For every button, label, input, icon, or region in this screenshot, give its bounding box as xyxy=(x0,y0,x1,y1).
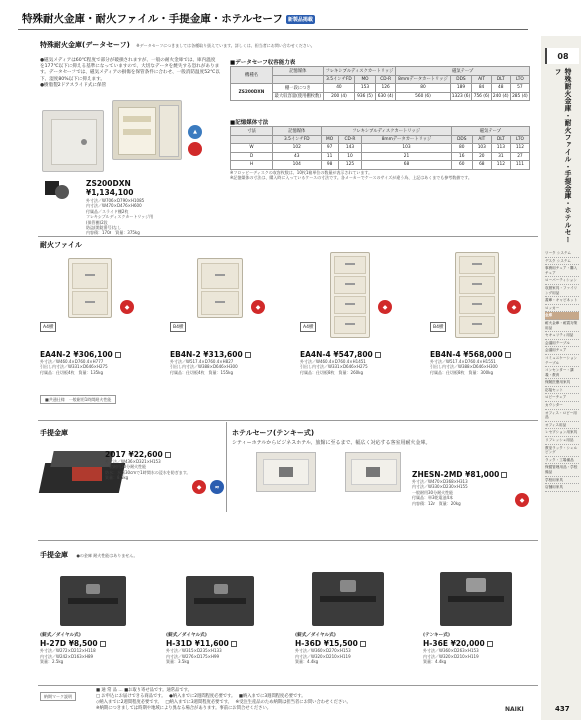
sidebar-item[interactable]: ワーク システム xyxy=(545,250,579,258)
dim-th-media: 記憶媒体 xyxy=(273,127,322,136)
capacity-th: CD-R xyxy=(375,75,396,84)
capacity-cell: 48 xyxy=(491,84,510,93)
dimension-note: ※フロッピーディスクの収容枚数は、10枚1箱単位の数量が表示されています。 xyxy=(230,170,373,175)
capacity-th-model: 機種名 xyxy=(231,67,273,84)
page-number: 437 xyxy=(555,705,570,713)
capacity-table-title: ■データセーフ収容能力表 xyxy=(230,60,296,66)
file-spec: 外寸法／W460.4×D760.4×H1451 xyxy=(300,359,366,364)
cash-box-image-4 xyxy=(440,572,512,626)
fire-resistant-icon: ◆ xyxy=(378,300,392,314)
cash-type: (錠式／ダイヤル式) xyxy=(295,633,336,638)
dim-th: 8mmデータカートリッジ xyxy=(362,135,452,144)
capacity-th: 8mmデータカートリッジ xyxy=(396,75,450,84)
data-safe-model xyxy=(86,179,131,188)
hotel-safe-spec: 内容積：12ℓ 質量：20kg xyxy=(412,500,461,506)
legend-item: □ お申込にお届けできる商品です。 xyxy=(96,694,164,699)
file-model: EB4N-4 xyxy=(430,350,461,359)
hotel-safe-price: ¥81,000 xyxy=(465,470,500,479)
sidebar-item[interactable]: 会議用チェア xyxy=(545,347,579,355)
cash-spec: 外寸法／W360×D270×H153 xyxy=(295,648,351,654)
cash-model: H-27D xyxy=(40,639,67,649)
cash-price: ¥15,500 xyxy=(323,639,358,649)
data-safe-spec-line: フレキシブルディスクカートリッジ用 xyxy=(86,214,154,220)
file-product-3 xyxy=(300,350,425,375)
hand-section-divider xyxy=(38,420,538,421)
page-title xyxy=(22,11,315,26)
data-safe-title xyxy=(40,40,315,50)
file-spec: 引出し内寸法／W388×D646×H300 xyxy=(170,364,238,370)
sidebar-item[interactable]: 事務用チェア・購入チェア xyxy=(545,265,579,277)
sidebar-item[interactable]: カウンター xyxy=(545,402,579,410)
capacity-cell: 756 (6) xyxy=(473,93,490,99)
hand-safe-spec: 一般耐用30分耐火性能 xyxy=(105,464,147,470)
file-spec: 付属品：仕切板8枚 質量：300kg xyxy=(430,369,494,375)
file-spec: 外寸法／W517.4×D760.4×H1551 xyxy=(430,359,496,364)
file-price: ¥313,600 xyxy=(203,350,243,359)
dim-cell: 20 xyxy=(472,152,491,161)
file-spec: 付属品：仕切板8枚 質量：260kg xyxy=(300,369,364,375)
cash-price: ¥8,500 xyxy=(68,639,98,649)
hotel-safe-model: ZHESN-2MD xyxy=(412,470,463,479)
data-safe-open-image xyxy=(112,100,182,160)
page-tab[interactable]: 08 xyxy=(545,48,579,64)
cabinet-2drawer-a4-image xyxy=(68,258,112,318)
sidebar-item[interactable]: 応接セット xyxy=(545,387,579,395)
dim-row-label: H xyxy=(231,161,273,170)
capacity-row-label: 最大収容量(使用棚枚数) xyxy=(273,92,324,101)
hotel-safe-spec: 外寸法／W470×D368×H313 xyxy=(412,479,468,484)
capacity-th-blank xyxy=(273,75,324,84)
capacity-cell: 1323 (6) xyxy=(451,93,471,99)
capacity-th: DLT xyxy=(491,75,510,84)
cash-spec: 質量：4.4kg xyxy=(295,659,319,665)
cash-model: H-36D xyxy=(295,639,322,649)
file-price: ¥547,800 xyxy=(333,350,373,359)
dim-th-tape: 磁気テープ xyxy=(451,127,529,136)
file-price: ¥306,100 xyxy=(73,350,113,359)
file-model: EA4N-2 xyxy=(40,350,71,359)
dim-cell: 103 xyxy=(472,144,491,153)
cash-price: ¥11,600 xyxy=(194,639,229,649)
sidebar-item[interactable]: 保険医療用家具 xyxy=(545,379,579,387)
cash-product-4 xyxy=(423,633,538,664)
floppy-disk-icon xyxy=(45,177,69,201)
capacity-cell: 153 xyxy=(355,84,376,93)
dim-th: 3.5インチFD xyxy=(273,135,322,144)
size-tag: A4横 xyxy=(40,322,56,332)
legend-item: ※受注生産品のため納期は担当者にお問い合わせください。 xyxy=(235,700,351,705)
footer-brand: NAIKI xyxy=(505,706,524,713)
capacity-table xyxy=(230,66,530,101)
dim-cell: 27 xyxy=(510,152,529,161)
data-safe-spec-line: (保管棚)2段 xyxy=(86,219,108,225)
file-spec: 外寸法／W460.4×D760.4×H777 xyxy=(40,359,104,364)
legend-item: ■ 通 常 品 … ■お取り寄せ品です。通常品です。 xyxy=(96,688,192,693)
dimension-table xyxy=(230,126,530,170)
cash-box-image-1 xyxy=(60,576,126,626)
capacity-cell: 84 xyxy=(472,84,491,93)
cash-section-divider xyxy=(38,540,538,541)
hotel-safe-image-1 xyxy=(256,452,316,492)
size-tag: B4横 xyxy=(430,322,446,332)
sidebar-item[interactable]: 店舗用家具 xyxy=(545,484,579,492)
hand-safe-title: 手提金庫 xyxy=(40,429,68,437)
dim-th-blank xyxy=(231,135,273,144)
legend-item: ■納入までに3週間程度必要です。 xyxy=(238,694,306,699)
size-tag: A4横 xyxy=(300,322,316,332)
capacity-cell: 936 (5) xyxy=(355,92,376,101)
dim-th-flex: フレキシブルディスクカートリッジ xyxy=(321,127,451,136)
cash-type: (錠式／ダイヤル式) xyxy=(166,633,207,638)
waterproof-icon: ≈ xyxy=(210,480,224,494)
capacity-th-flex: フレキシブルディスクカートリッジ xyxy=(323,67,396,76)
file-spec: 付属品：仕切板4枚 質量：135kg xyxy=(40,369,104,375)
cash-spec: 外寸法／W360×D263×H153 xyxy=(423,648,479,654)
sidebar-item[interactable]: ロッカー xyxy=(545,305,579,313)
sidebar-vertical-title: 特殊耐火金庫・耐火ファイル・手提金庫・ホテルセーフ xyxy=(553,68,571,244)
dim-cell: 103 xyxy=(362,144,452,153)
dim-cell: 68 xyxy=(362,161,452,170)
capacity-cell: 126 xyxy=(375,84,396,93)
capacity-th-media: 記憶媒体 xyxy=(273,67,324,76)
vertical-divider xyxy=(226,422,227,512)
dim-row-label: D xyxy=(231,152,273,161)
cash-box-image-2 xyxy=(186,576,254,626)
dimension-notes xyxy=(230,170,535,181)
size-tag: B4横 xyxy=(170,322,186,332)
file-product-4 xyxy=(430,350,540,375)
cash-spec: 質量：2.5kg xyxy=(40,659,64,665)
dim-th: DDS xyxy=(451,135,472,144)
file-spec: 外寸法／W517.4×D760.4×H827 xyxy=(170,359,234,364)
sidebar-item[interactable]: 書庫・キャビネット xyxy=(545,297,579,305)
dim-cell: 10 xyxy=(338,152,362,161)
data-safe-closed-image xyxy=(42,110,104,172)
cash-spec: 質量：4.4kg xyxy=(423,659,447,665)
dim-cell: 125 xyxy=(338,161,362,170)
dim-th-dim: 寸法 xyxy=(231,127,273,136)
sidebar-item[interactable]: オフィス・ロビー用品 xyxy=(545,410,579,422)
hand-safe-spec: 質量：8.5kg xyxy=(105,475,129,481)
data-safe-note: ※データセーフにつきましては各種取り扱えています。詳しくは、担当者にお問い合わせください。 xyxy=(136,43,315,48)
data-safe-model-text: ZS200DXN xyxy=(86,179,131,188)
hotel-safe-title: ホテルセーフ(テンキー式) xyxy=(232,429,315,437)
data-safe-bullet-2: ●樹脂製2ドアスライド式に保管 xyxy=(40,82,107,88)
cash-model: H-31D xyxy=(166,639,193,649)
sidebar-item[interactable]: 会議用テーブル xyxy=(545,340,579,348)
cash-box-title-text: 手提金庫 xyxy=(40,551,68,559)
cash-type: (錠式／ダイヤル式) xyxy=(40,633,81,638)
capacity-cell: 189 xyxy=(450,84,472,93)
page-title-text: 特殊耐火金庫・耐火ファイル・手提金庫・ホテルセーフ xyxy=(22,13,283,25)
dim-row-label: W xyxy=(231,144,273,153)
dimension-table-title: ■記憶媒体寸法 xyxy=(230,120,269,126)
cash-product-3 xyxy=(295,633,415,664)
hotel-safe-spec: 一般耐用30分耐火性能 xyxy=(412,489,454,495)
dim-cell: 97 xyxy=(321,144,338,153)
capacity-th: MO xyxy=(355,75,376,84)
capacity-th: AIT xyxy=(472,75,491,84)
data-safe-spec-line: 防盗(開錠番号)なし xyxy=(86,225,122,231)
cash-product-2 xyxy=(166,633,286,664)
fire-resistant-icon: ◆ xyxy=(515,493,529,507)
sidebar-item[interactable]: リフレッシュ用品 xyxy=(545,437,579,445)
dim-cell: 111 xyxy=(510,161,529,170)
cash-spec: 外寸法／W315×D235×H133 xyxy=(166,648,222,654)
legend-box xyxy=(38,685,538,717)
capacity-cell: 80 xyxy=(396,84,450,93)
legend-items xyxy=(96,688,526,712)
lock-badge-icon xyxy=(188,142,202,156)
dim-cell: 112 xyxy=(491,161,510,170)
cash-box-title xyxy=(40,550,137,560)
file-common-spec: ■共通仕様 一般耐用1時間耐火性能 xyxy=(40,395,116,404)
fire-proof-icon: ▲ xyxy=(188,125,202,139)
legend-item: ※納期につきましては時期や地域により異なる場合があります。事前にお問合せください。 xyxy=(96,706,272,711)
capacity-cell: 560 (6) xyxy=(396,92,450,101)
dimension-note: ※記憶媒体の寸法は、購入時に入っているケースの寸法です。各メーカーでケースのサイズが違う為、上記はあくまでも参考数値です。 xyxy=(230,175,472,181)
hotel-safe-spec: 付属品：単3乾電池4本 xyxy=(412,495,454,501)
cash-model: H-36E xyxy=(423,639,448,649)
dim-cell: 143 xyxy=(338,144,362,153)
sidebar-item[interactable]: 保健管理用品・学校備品 xyxy=(545,464,579,476)
cash-product-1 xyxy=(40,633,160,664)
fire-resistant-icon: ◆ xyxy=(120,300,134,314)
hand-safe-price: ¥22,600 xyxy=(128,450,163,459)
header-divider xyxy=(18,29,528,30)
data-safe-bullet-1: ●磁気メディアは60℃程度で部分が破損されますが、一般の耐火金庫では、庫内温度を177℃以下に抑える基準になっていますので、大切なデータを焼失する恐れがあります。データセーフでは、磁気メディアの損傷を保管条件に合わせ、一般消防温度52℃以下、湿度80%以下に抑えます。 xyxy=(40,58,220,82)
dim-th: DLT xyxy=(491,135,510,144)
cash-spec: 内寸法／W320×D210×H119 xyxy=(295,653,351,659)
sidebar-item[interactable]: セキュリティ用品 xyxy=(545,332,579,340)
legend-item: ◇納入までに2週間程度必要です。 xyxy=(96,700,160,705)
legend-item: □納入までに3週間程度必要です。 xyxy=(165,700,230,705)
capacity-cell: 285 (4) xyxy=(512,93,528,99)
dim-cell: 16 xyxy=(451,152,472,161)
data-safe-price xyxy=(86,188,133,197)
data-safe-title-text: 特殊耐火金庫(データセーフ) xyxy=(40,41,130,49)
legend-label: 納期マーク説明 xyxy=(40,692,76,701)
sidebar-item[interactable]: 教室ラック・シェルビング xyxy=(545,445,579,457)
hotel-safe-spec: 内寸法／W330×D230×H155 xyxy=(412,484,468,490)
hand-safe-info xyxy=(105,450,190,481)
dim-cell: 112 xyxy=(510,144,529,153)
cabinet-4drawer-a4-image xyxy=(330,252,370,338)
hand-safe-model: 2017 xyxy=(105,450,126,459)
data-safe-spec-line: 付属品／スライド棚2枚 xyxy=(86,208,129,214)
capacity-cell: 630 (4) xyxy=(375,92,396,101)
file-price: ¥568,000 xyxy=(463,350,503,359)
fire-resistant-icon: ◆ xyxy=(251,300,265,314)
data-safe-price-text: ¥1,134,100 xyxy=(86,188,134,197)
hand-safe-spec: 防水：水深30cmで1時間水の浸水を防ぎます。 xyxy=(105,469,191,475)
data-safe-spec xyxy=(86,198,221,236)
dim-cell: 113 xyxy=(491,144,510,153)
cash-spec: 内寸法／W320×D210×H119 xyxy=(423,653,479,659)
hotel-safe-info xyxy=(412,470,507,506)
sidebar-item[interactable]: レセプション用家具 xyxy=(545,429,579,437)
cash-spec: 内寸法／W242×D163×H89 xyxy=(40,653,94,659)
cash-box-note: ●の金庫 耐火性能はありません。 xyxy=(76,553,138,558)
sidebar-item[interactable]: 収納家具・ファイリング用品 xyxy=(545,285,579,297)
file-spec: 引出し内寸法／W331×D646×H275 xyxy=(300,364,368,370)
sidebar-item[interactable]: コミュニケーションテーブル xyxy=(545,355,579,367)
sidebar-item[interactable]: ラック・工場備品 xyxy=(545,457,579,465)
file-spec: 付属品：仕切板4枚 質量：155kg xyxy=(170,369,234,375)
new-badge: 新製品掲載 xyxy=(287,16,313,23)
dim-th: MO xyxy=(321,135,338,144)
sidebar-item[interactable]: 金庫 xyxy=(545,312,579,320)
dim-cell: 11 xyxy=(321,152,338,161)
capacity-th: DDS xyxy=(450,75,472,84)
hand-safe-spec: 外寸法／W436×D321×H153 xyxy=(105,459,161,464)
dim-cell: 21 xyxy=(362,152,452,161)
capacity-row-label: 棚一段につき xyxy=(273,84,324,93)
file-product-1 xyxy=(40,350,165,375)
dim-cell: 104 xyxy=(273,161,322,170)
file-model: EA4N-4 xyxy=(300,350,331,359)
dim-cell: 31 xyxy=(491,152,510,161)
sidebar-item[interactable]: ローパーティション xyxy=(545,277,579,285)
cash-spec: 外寸法／W272×D212×H118 xyxy=(40,648,96,654)
sidebar-item[interactable]: オフィス用品 xyxy=(545,422,579,430)
capacity-cell: 40 xyxy=(323,84,355,93)
data-safe-bullets xyxy=(40,58,220,89)
dim-cell: 68 xyxy=(472,161,491,170)
file-section-title: 耐火ファイル xyxy=(40,241,82,249)
cash-spec: 内寸法／W276×D175×H99 xyxy=(166,653,220,659)
capacity-cell: 240 (4) xyxy=(492,93,509,99)
sidebar-item[interactable]: コンセンター・講義・教育 xyxy=(545,367,579,379)
legend-item: ●納入までに2週間程度必要です。 xyxy=(169,694,234,699)
dim-cell: 102 xyxy=(273,144,322,153)
capacity-th: 3.5インチFD xyxy=(323,75,355,84)
data-safe-spec-line: 外寸法／W706×D790×H1085 xyxy=(86,198,145,203)
cash-box-image-3 xyxy=(312,572,384,626)
sidebar-item[interactable]: ロビーチェア xyxy=(545,394,579,402)
capacity-th-tape: 磁気テープ xyxy=(396,67,530,76)
sidebar-item[interactable]: 学校用家具 xyxy=(545,477,579,485)
cabinet-2drawer-b4-image xyxy=(197,258,243,318)
file-spec: 引出し内寸法／W331×D646×H275 xyxy=(40,364,108,370)
dim-cell: 60 xyxy=(451,161,472,170)
data-safe-spec-line: 内寸法／W470×D476×H600 xyxy=(86,203,142,209)
sidebar-nav xyxy=(545,250,579,492)
file-model: EB4N-2 xyxy=(170,350,201,359)
fire-resistant-icon: ◆ xyxy=(507,300,521,314)
dim-cell: 43 xyxy=(273,152,322,161)
capacity-cell: 200 (4) xyxy=(323,92,355,101)
hotel-safe-image-2 xyxy=(345,452,401,492)
dim-th: LTO xyxy=(510,135,529,144)
dim-th: AIT xyxy=(472,135,491,144)
file-spec: 引出し内寸法／W388×D646×H300 xyxy=(430,364,498,370)
hotel-safe-desc: シティーホテルからビジネスホテル、旅館に至るまで、幅広く対応する客室用耐火金庫。 xyxy=(232,440,431,446)
dim-th: CD-R xyxy=(338,135,362,144)
dim-cell: 98 xyxy=(321,161,338,170)
file-product-2 xyxy=(170,350,295,375)
capacity-cell: 57 xyxy=(510,84,529,93)
cash-price: ¥20,000 xyxy=(450,639,485,649)
cash-spec: 質量：3.5kg xyxy=(166,659,190,665)
sidebar-item[interactable]: デスク システム xyxy=(545,258,579,266)
file-section-divider xyxy=(38,236,538,237)
capacity-model-cell: ZS200DXN xyxy=(231,84,273,101)
capacity-th: LTO xyxy=(510,75,529,84)
dim-cell: 80 xyxy=(451,144,472,153)
cash-type: (テンキー式) xyxy=(423,633,450,638)
cabinet-4drawer-b4-image xyxy=(455,252,499,338)
fire-resistant-icon: ◆ xyxy=(192,480,206,494)
sidebar-item[interactable]: 耐火金庫・耐震対策用品 xyxy=(545,320,579,332)
data-safe-spec-line: 内容積：170ℓ 質量：375kg xyxy=(86,230,140,236)
